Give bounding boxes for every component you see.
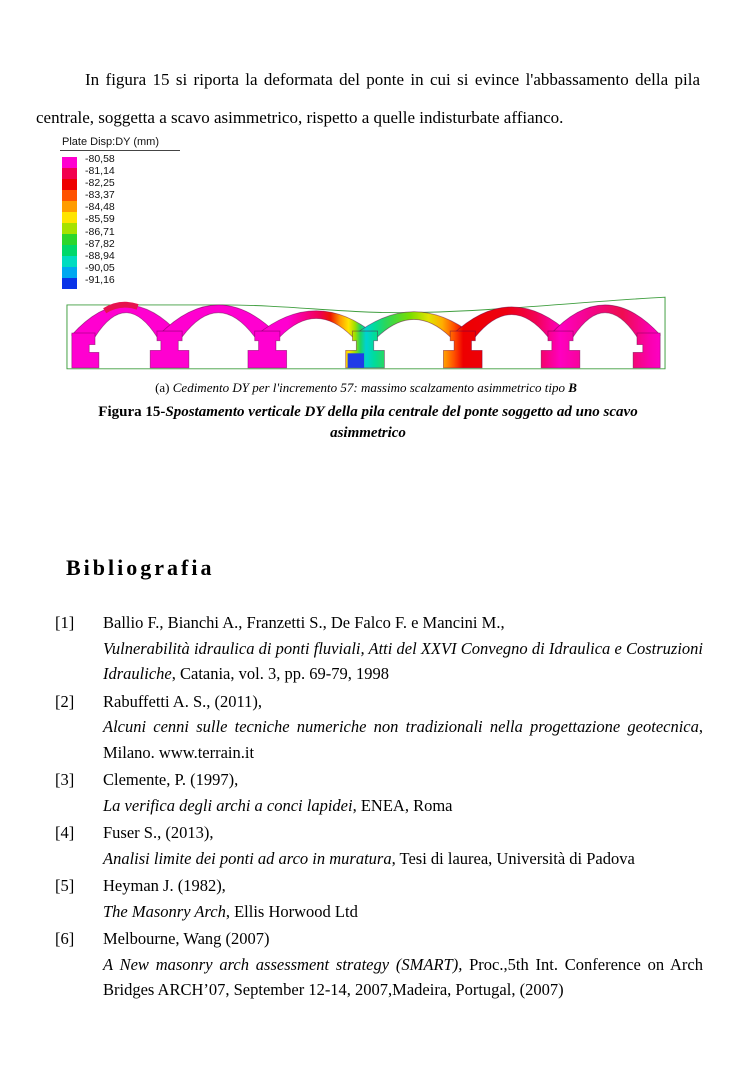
reference-title: Alcuni cenni sulle tecniche numeriche non tradizionali nella progettazione geotecnica [103, 717, 699, 736]
reference-rest: , Catania, vol. 3, pp. 69-79, 1998 [171, 664, 389, 683]
reference-title: A New masonry arch assessment strategy (SMART), [103, 954, 463, 974]
reference-entry [55, 610, 711, 687]
reference-authors: Ballio F., Bianchi A., Franzetti S., De Falco F. e Mancini M., [103, 613, 505, 632]
bridge-silhouette [72, 305, 660, 368]
figure-caption-line1 [36, 402, 700, 423]
legend-value: -88,94 [85, 249, 115, 262]
reference-body [103, 873, 703, 924]
reference-text [103, 899, 703, 925]
reference-body [103, 610, 703, 687]
bridge-svg [66, 291, 666, 375]
pier-1 [150, 331, 189, 368]
reference-number: [6] [55, 929, 75, 948]
central-pier-blue-zone [348, 353, 364, 368]
reference-rest: Proc.,5th Int. Conference on Arch Bridges ARCH’07, September 12-14, 2007,Madeira, Portugal, (2007) [103, 954, 703, 999]
reference-text [103, 714, 703, 765]
figure-caption-label: Figura 15- [98, 404, 166, 420]
legend-value: -81,14 [85, 165, 115, 178]
reference-number: [2] [55, 691, 75, 711]
subcaption-a [66, 380, 666, 396]
reference-list [55, 610, 711, 1005]
bibliography-heading: Bibliografia [66, 554, 215, 580]
reference-body [103, 689, 703, 766]
legend-band [62, 179, 77, 190]
legend-value: -84,48 [85, 201, 115, 214]
subcaption-a-bold: B [568, 380, 577, 395]
legend-band [62, 212, 77, 223]
reference-text [103, 846, 703, 872]
legend-value: -86,71 [85, 225, 115, 238]
legend-value-labels [85, 153, 115, 289]
reference-entry [55, 926, 711, 1003]
legend-value: -90,05 [85, 261, 115, 274]
legend-value: -80,58 [85, 153, 115, 165]
reference-body [103, 820, 703, 871]
reference-authors: Rabuffetti A. S., (2011), [103, 691, 263, 711]
legend-band [62, 190, 77, 201]
reference-authors: Clemente, P. (1997), [103, 770, 239, 789]
contour-legend [60, 136, 180, 289]
legend-band [62, 223, 77, 234]
figure-caption-line2: asimmetrico [330, 425, 406, 441]
reference-rest: , Ellis Horwood Ltd [225, 901, 358, 921]
reference-body [103, 926, 703, 1003]
figure-caption [36, 402, 700, 444]
legend-value: -87,82 [85, 237, 115, 250]
reference-title: The Masonry Arch [103, 901, 226, 921]
reference-entry [55, 873, 711, 924]
reference-authors: Heyman J. (1982), [103, 876, 226, 895]
legend-band [62, 278, 77, 289]
legend-value: -83,37 [85, 189, 115, 202]
legend-band [62, 157, 77, 168]
reference-number: [5] [55, 876, 75, 895]
reference-number: [4] [55, 823, 75, 842]
reference-text [103, 793, 703, 819]
legend-band [62, 168, 77, 179]
reference-authors: Melbourne, Wang (2007) [103, 929, 270, 948]
legend-value: -85,59 [85, 213, 115, 226]
reference-entry [55, 820, 711, 871]
pier-5 [541, 331, 580, 368]
reference-entry [55, 689, 711, 766]
legend-band [62, 245, 77, 256]
reference-entry [55, 767, 711, 818]
reference-rest: , Tesi di laurea, Università di Padova [391, 848, 635, 868]
legend-band [62, 234, 77, 245]
figure-caption-text: Spostamento verticale DY della pila centrale del ponte soggetto ad uno scavo [165, 404, 638, 420]
legend-band [62, 267, 77, 278]
legend-band [62, 256, 77, 267]
pier-2 [248, 331, 287, 368]
reference-title: Vulnerabilità idraulica di ponti fluviali, Atti del XXVI Convegno di Idraulica e Costruzioni Idrauliche [103, 638, 703, 683]
reference-number: [1] [55, 613, 75, 632]
intro-paragraph: In figura 15 si riporta la deformata del ponte in cui si evince l'abbassamento della pila centrale, soggetta a scavo asimmetrico, rispetto a quelle indisturbate affianco. [36, 70, 700, 127]
legend-value: -91,16 [85, 273, 115, 286]
abutment-left [72, 333, 99, 368]
reference-title: La verifica degli archi a conci lapidei [103, 795, 353, 815]
subcaption-a-text: Cedimento DY per l'incremento 57: massimo scalzamento asimmetrico tipo [172, 380, 569, 395]
legend-title: Plate Disp:DY (mm) [60, 136, 180, 151]
reference-rest: , ENEA, Roma [352, 795, 453, 815]
reference-title: Analisi limite dei ponti ad arco in muratura [103, 848, 392, 868]
pier-4 [443, 331, 482, 368]
legend-value: -82,25 [85, 177, 115, 190]
reference-body [103, 767, 703, 818]
reference-text [103, 636, 703, 687]
legend-color-bar [62, 157, 77, 289]
abutment-right [633, 333, 660, 368]
bridge-deformation-plot [66, 291, 666, 380]
reference-number: [3] [55, 770, 75, 789]
legend-band [62, 201, 77, 212]
legend-body [62, 153, 180, 289]
reference-rest: , Milano. www.terrain.it [103, 717, 703, 762]
reference-text [103, 952, 703, 1003]
subcaption-a-prefix: (a) [155, 380, 173, 395]
reference-authors: Fuser S., (2013), [103, 823, 214, 842]
